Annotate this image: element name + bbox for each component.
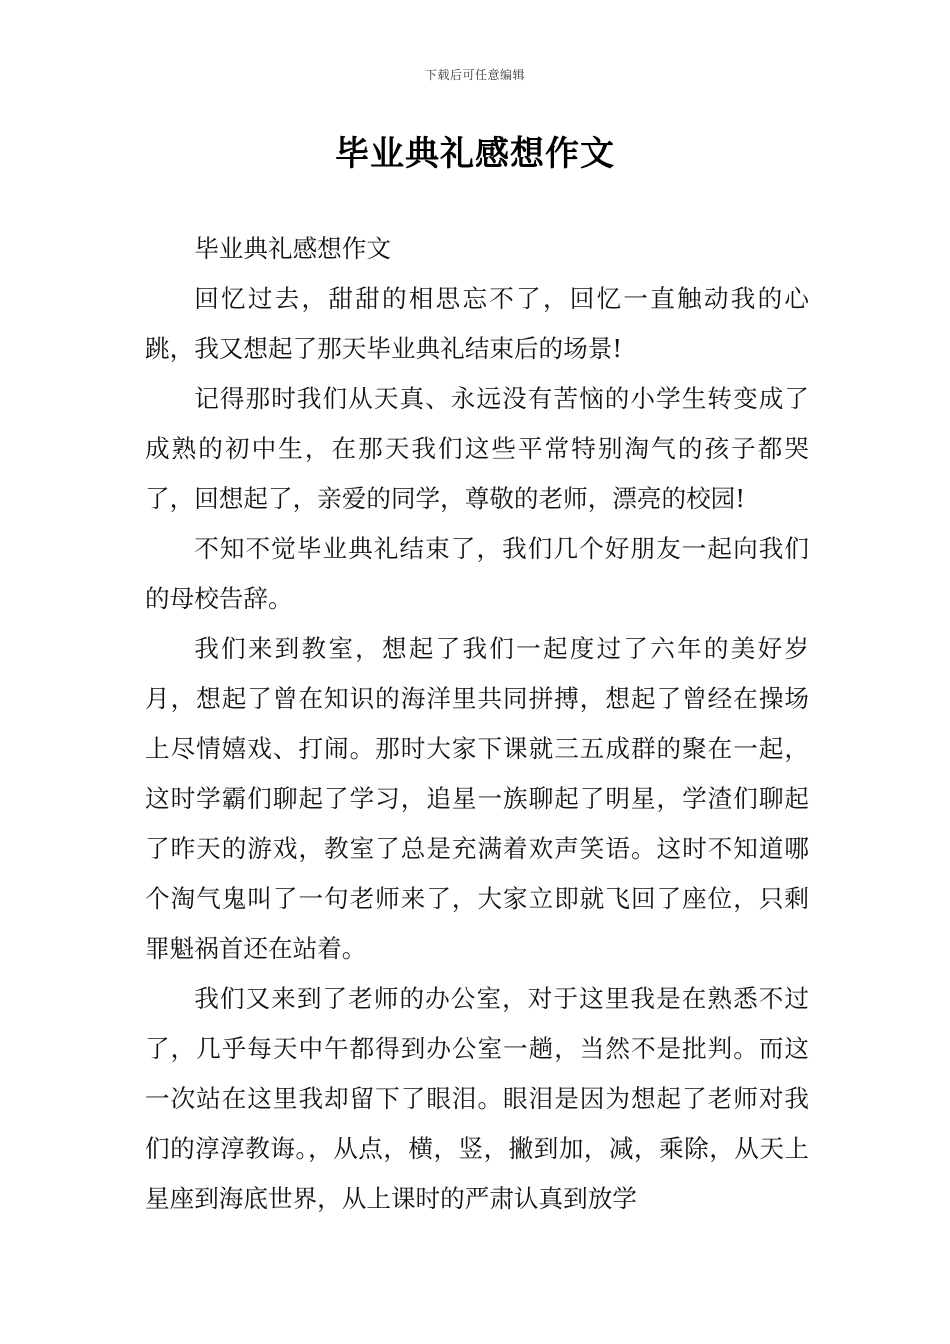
paragraph: 我们来到教室，想起了我们一起度过了六年的美好岁月，想起了曾在知识的海洋里共同拼搏，想起了曾经在操场上尽情嬉戏、打闹。那时大家下课就三五成群的聚在一起，这时学霸们聊起了学习，追星一族聊起了明星，学渣们聊起了昨天的游戏，教室了总是充满着欢声笑语。这时不知道哪个淘气鬼叫了一句老师来了，大家立即就飞回了座位，只剩罪魁祸首还在站着。 [145,634,809,963]
paragraph-subtitle: 毕业典礼感想作文 [194,234,391,263]
paragraph: 不知不觉毕业典礼结束了，我们几个好朋友一起向我们的母校告辞。 [145,534,809,613]
header-note: 下载后可任意编辑 [424,68,525,82]
document-title: 毕业典礼感想作文 [335,134,615,174]
paragraph: 回忆过去，甜甜的相思忘不了，回忆一直触动我的心跳，我又想起了那天毕业典礼结束后的场景! [145,284,809,363]
paragraph: 记得那时我们从天真、永远没有苦恼的小学生转变成了成熟的初中生，在那天我们这些平常特别淘气的孩子都哭了，回想起了，亲爱的同学，尊敬的老师，漂亮的校园! [145,384,809,513]
paragraph: 我们又来到了老师的办公室，对于这里我是在熟悉不过了，几乎每天中午都得到办公室一趟，当然不是批判。而这一次站在这里我却留下了眼泪。眼泪是因为想起了老师对我们的淳淳教诲。，从点，横，竖，撇到加，减，乘除，从天上星座到海底世界，从上课时的严肃认真到放学 [145,984,809,1213]
document-body [145,224,809,1224]
